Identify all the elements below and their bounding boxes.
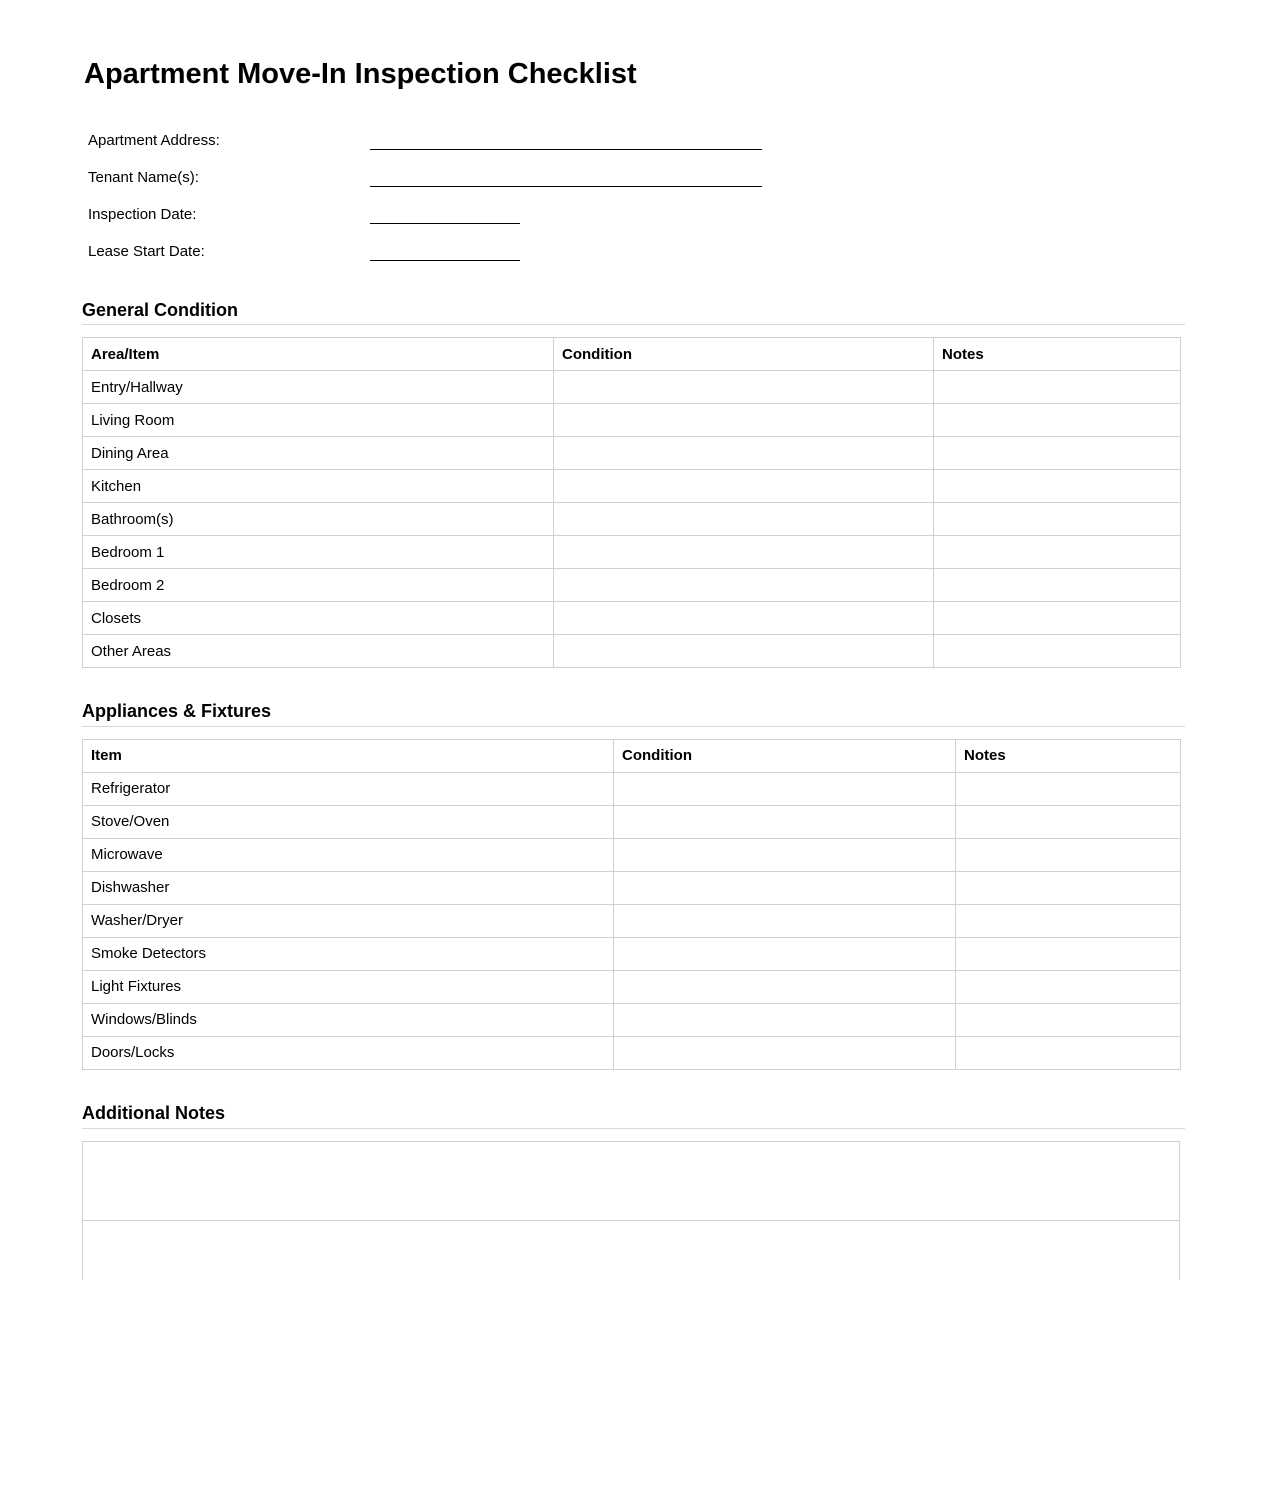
column-header-condition: Condition <box>614 739 956 772</box>
section-appliances-fixtures <box>82 701 1181 1070</box>
table-row <box>83 437 1181 470</box>
table-row <box>83 602 1181 635</box>
field-row-apartment-address <box>88 122 1181 159</box>
item-cell: Stove/Oven <box>83 805 614 838</box>
field-blank-line <box>370 167 762 187</box>
field-row-tenant-name-s <box>88 159 1181 196</box>
item-cell: Dishwasher <box>83 871 614 904</box>
item-cell: Refrigerator <box>83 772 614 805</box>
condition-cell <box>614 937 956 970</box>
table-row <box>83 772 1181 805</box>
condition-cell <box>614 904 956 937</box>
table-header-row <box>83 739 1181 772</box>
table-row <box>83 871 1181 904</box>
condition-cell <box>614 772 956 805</box>
item-cell: Bedroom 2 <box>83 569 554 602</box>
item-cell: Other Areas <box>83 635 554 668</box>
table-head <box>83 338 1181 371</box>
table-row <box>83 569 1181 602</box>
table-row <box>83 635 1181 668</box>
field-blank-line <box>370 241 520 261</box>
condition-cell <box>554 470 934 503</box>
item-cell: Bedroom 1 <box>83 536 554 569</box>
condition-cell <box>554 371 934 404</box>
header-fields <box>88 122 1181 270</box>
table-body <box>83 772 1181 1069</box>
item-cell: Entry/Hallway <box>83 371 554 404</box>
condition-cell <box>554 602 934 635</box>
column-header-area-item: Area/Item <box>83 338 554 371</box>
condition-cell <box>554 437 934 470</box>
condition-cell <box>554 569 934 602</box>
condition-cell <box>614 1036 956 1069</box>
field-label: Inspection Date: <box>88 205 197 223</box>
table-row <box>83 904 1181 937</box>
field-blank-line <box>370 204 520 224</box>
table-header-row <box>83 338 1181 371</box>
notes-cell <box>956 1003 1181 1036</box>
section-heading: General Condition <box>82 299 239 320</box>
notes-cell <box>956 805 1181 838</box>
table-row <box>83 1003 1181 1036</box>
notes-cell <box>956 904 1181 937</box>
item-cell: Light Fixtures <box>83 970 614 1003</box>
notes-cell <box>934 371 1181 404</box>
notes-cell <box>956 838 1181 871</box>
field-row-lease-start-date <box>88 233 1181 270</box>
table-row <box>83 404 1181 437</box>
item-cell: Bathroom(s) <box>83 503 554 536</box>
condition-cell <box>554 635 934 668</box>
notes-body <box>83 1141 1180 1280</box>
section-general-condition <box>82 300 1181 669</box>
sections-container <box>82 300 1181 1280</box>
item-cell: Microwave <box>83 838 614 871</box>
condition-cell <box>614 970 956 1003</box>
section-rule <box>82 1128 1185 1129</box>
section-additional-notes <box>82 1103 1181 1280</box>
notes-cell <box>83 1220 1180 1280</box>
field-label: Tenant Name(s): <box>88 168 199 186</box>
field-blank-line <box>370 130 762 150</box>
table-row <box>83 937 1181 970</box>
item-cell: Washer/Dryer <box>83 904 614 937</box>
table-body <box>83 371 1181 668</box>
section-rule <box>82 324 1185 325</box>
table-row <box>83 503 1181 536</box>
notes-cell <box>934 404 1181 437</box>
page-title: Apartment Move-In Inspection Checklist <box>84 58 637 90</box>
notes-cell <box>956 772 1181 805</box>
field-row-inspection-date <box>88 196 1181 233</box>
notes-row <box>83 1220 1180 1280</box>
notes-cell <box>934 602 1181 635</box>
table-row <box>83 371 1181 404</box>
notes-cell <box>934 503 1181 536</box>
condition-cell <box>554 503 934 536</box>
item-cell: Closets <box>83 602 554 635</box>
appliances-fixtures-table <box>82 739 1181 1070</box>
table-row <box>83 470 1181 503</box>
additional-notes-box <box>82 1141 1180 1281</box>
notes-cell <box>956 970 1181 1003</box>
notes-cell <box>934 635 1181 668</box>
item-cell: Dining Area <box>83 437 554 470</box>
condition-cell <box>554 404 934 437</box>
condition-cell <box>614 1003 956 1036</box>
section-heading: Additional Notes <box>82 1102 225 1123</box>
general-condition-table <box>82 337 1181 668</box>
condition-cell <box>614 838 956 871</box>
table-row <box>83 805 1181 838</box>
table-row <box>83 970 1181 1003</box>
notes-cell <box>934 569 1181 602</box>
item-cell: Doors/Locks <box>83 1036 614 1069</box>
item-cell: Windows/Blinds <box>83 1003 614 1036</box>
table-row <box>83 1036 1181 1069</box>
condition-cell <box>614 805 956 838</box>
notes-cell <box>83 1141 1180 1220</box>
notes-cell <box>934 536 1181 569</box>
table-head <box>83 739 1181 772</box>
notes-row <box>83 1141 1180 1220</box>
condition-cell <box>554 536 934 569</box>
notes-cell <box>956 1036 1181 1069</box>
field-label: Lease Start Date: <box>88 242 205 260</box>
item-cell: Kitchen <box>83 470 554 503</box>
item-cell: Living Room <box>83 404 554 437</box>
notes-cell <box>934 437 1181 470</box>
column-header-item: Item <box>83 739 614 772</box>
notes-cell <box>956 937 1181 970</box>
table-row <box>83 838 1181 871</box>
section-rule <box>82 726 1185 727</box>
table-row <box>83 536 1181 569</box>
item-cell: Smoke Detectors <box>83 937 614 970</box>
notes-cell <box>956 871 1181 904</box>
notes-cell <box>934 470 1181 503</box>
column-header-condition: Condition <box>554 338 934 371</box>
condition-cell <box>614 871 956 904</box>
field-label: Apartment Address: <box>88 131 220 149</box>
column-header-notes: Notes <box>934 338 1181 371</box>
column-header-notes: Notes <box>956 739 1181 772</box>
section-heading: Appliances & Fixtures <box>82 701 272 722</box>
